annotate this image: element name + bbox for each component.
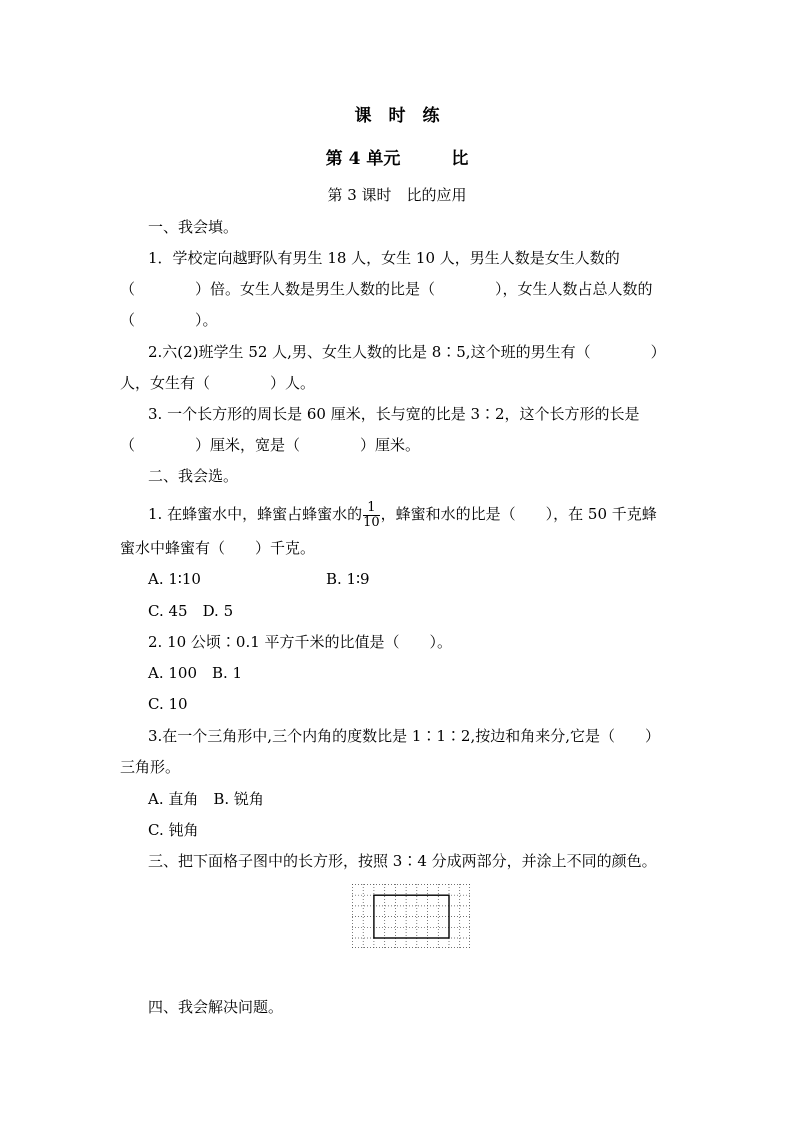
s2-q3-line1: 3.在一个三角形中,三个内角的度数比是 1∶1∶2,按边和角来分,它是（ ） <box>148 727 661 745</box>
s1-q2-line1: 2.六(2)班学生 52 人,男、女生人数的比是 8∶5,这个班的男生有（ ） <box>148 343 666 361</box>
section2-heading: 二、我会选。 <box>148 467 239 485</box>
s1-q1-line3: （ ）。 <box>120 311 218 329</box>
s2-q1-post: ，蜂蜜和水的比是（ ），在 50 千克蜂 <box>380 505 657 523</box>
unit-title: 第 4 单元 比 <box>325 149 469 169</box>
fraction-denominator: 10 <box>363 514 380 530</box>
s1-q3-line1: 3. 一个长方形的周长是 60 厘米，长与宽的比是 3∶2，这个长方形的长是 <box>148 405 640 423</box>
lesson-title: 第 3 课时 比的应用 <box>327 186 467 204</box>
section1-heading: 一、我会填。 <box>148 218 239 236</box>
s1-q3-line2: （ ）厘米，宽是（ ）厘米。 <box>120 436 421 454</box>
s2-q2-option-ab: A. 100 B. 1 <box>148 664 243 682</box>
s2-q1-option-cd: C. 45 D. 5 <box>148 602 234 620</box>
s2-q1-line1 <box>148 499 657 530</box>
grid-diagram <box>352 884 470 948</box>
section4-heading: 四、我会解决问题。 <box>148 998 284 1016</box>
s2-q1-option-a: A. 1∶10 <box>148 570 201 588</box>
s2-q1-line2: 蜜水中蜂蜜有（ ）千克。 <box>120 539 316 557</box>
section3-heading: 三、把下面格子图中的长方形，按照 3∶4 分成两部分，并涂上不同的颜色。 <box>148 852 657 870</box>
s2-q3-option-c: C. 钝角 <box>148 821 199 839</box>
s2-q3-option-ab: A. 直角 B. 锐角 <box>148 790 264 808</box>
s2-q3-line2: 三角形。 <box>120 758 181 776</box>
s2-q2-option-c: C. 10 <box>148 695 188 713</box>
page-title: 课 时 练 <box>354 106 440 126</box>
s1-q2-line2: 人，女生有（ ）人。 <box>120 374 316 392</box>
s2-q1-pre: 1. 在蜂蜜水中，蜂蜜占蜂蜜水的 <box>148 505 363 523</box>
fraction-numerator: 1 <box>363 501 380 516</box>
s1-q1-line1: 1．学校定向越野队有男生 18 人，女生 10 人，男生人数是女生人数的 <box>148 249 620 267</box>
s2-q1-option-b: B. 1∶9 <box>326 570 370 588</box>
s2-q2-line1: 2. 10 公顷∶0.1 平方千米的比值是（ ）。 <box>148 633 453 651</box>
s1-q1-line2: （ ）倍。女生人数是男生人数的比是（ ），女生人数占总人数的 <box>120 280 653 298</box>
fraction <box>363 501 380 530</box>
